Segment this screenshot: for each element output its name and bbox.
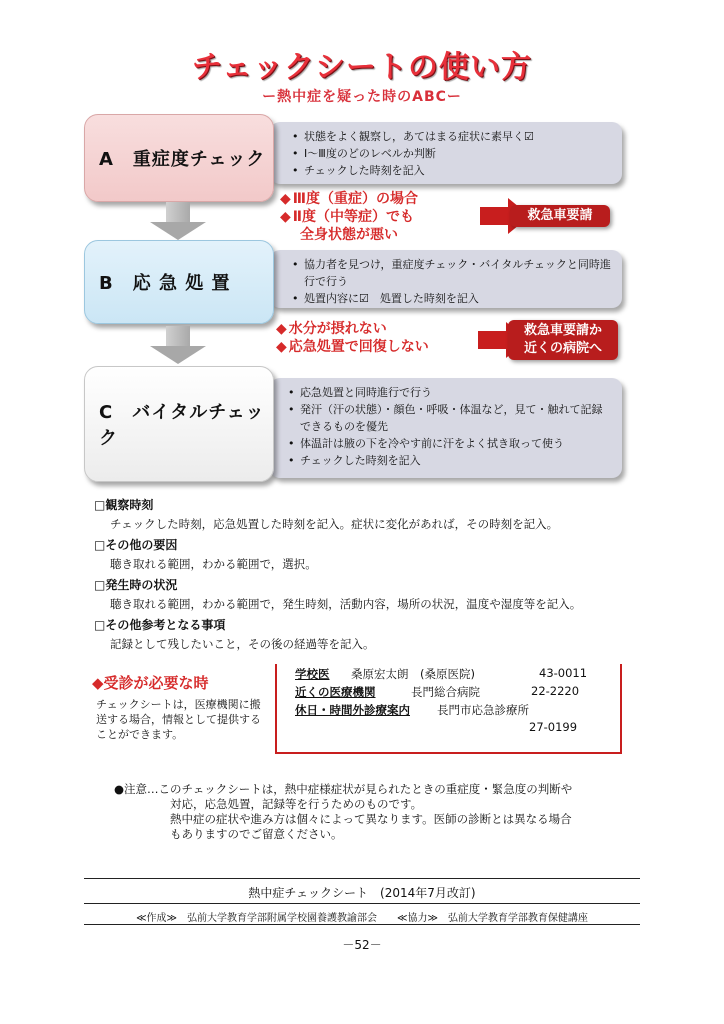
- note-text: もありますのでご留意ください。: [170, 827, 343, 841]
- diamond-icon: ◆: [280, 191, 291, 207]
- section-heading: □その他の要因: [94, 538, 178, 552]
- note-text: 対応，応急処置，記録等を行うためのものです。: [170, 797, 423, 811]
- diamond-icon: ◆: [92, 674, 104, 692]
- section-text: 記録として残したいこと，その後の経過等を記入。: [110, 637, 375, 651]
- badge-text: 救急車要請か: [523, 323, 602, 338]
- receive-heading: [92, 672, 209, 693]
- condition-text: 水分が摂れない: [288, 321, 387, 337]
- step-b-box: [84, 240, 274, 324]
- step-a-conditions: [280, 190, 418, 244]
- step-b-label: B 応 急 処 置: [99, 273, 231, 294]
- hospital-badge: [508, 320, 618, 360]
- down-arrow-icon: [150, 326, 206, 364]
- condition-text: 全身状態が悪い: [300, 227, 398, 243]
- holiday-clinic-name: 長門市応急診療所: [437, 703, 529, 717]
- nearby-clinic-phone: 22-2220: [531, 684, 580, 698]
- nearby-clinic-label: 近くの医療機関: [295, 685, 376, 699]
- list-item: • 体温計は腋の下を冷やす前に汗をよく拭き取って使う: [288, 435, 612, 452]
- list-item: • チェックした時刻を記入: [288, 452, 612, 469]
- note-lead: ●注意…: [114, 782, 159, 796]
- ambulance-badge: 救急車要請: [510, 205, 610, 227]
- holiday-clinic-phone: 27-0199: [529, 720, 578, 734]
- step-a-label: A 重症度チェック: [99, 149, 266, 170]
- step-a-box: [84, 114, 274, 202]
- list-item: • 処置内容に☑ 処置した時刻を記入: [292, 290, 612, 307]
- badge-text: 近くの病院へ: [523, 341, 602, 356]
- list-item: • Ⅰ～Ⅲ度のどのレベルか判断: [292, 145, 612, 162]
- condition-text: Ⅲ度（重症）の場合: [292, 191, 419, 207]
- footer-credit: ≪作成≫ 弘前大学教育学部附属学校園養護教諭部会 ≪協力≫ 弘前大学教育学部教育保健講座: [136, 913, 588, 924]
- condition-text: 応急処置で回復しない: [288, 339, 429, 355]
- diamond-icon: ◆: [276, 321, 287, 337]
- page-subtitle: ー熱中症を疑った時のABCー: [262, 89, 462, 105]
- step-a-details: [270, 122, 622, 184]
- receive-title-text: 受診が必要な時: [103, 674, 209, 692]
- diamond-icon: ◆: [276, 339, 287, 355]
- page-title: チェックシートの使い方: [191, 50, 533, 85]
- receive-text: チェックシートは，医療機関に搬送する場合，情報として提供することができます。: [96, 698, 261, 741]
- step-c-label: C バイタルチェック: [99, 402, 265, 449]
- footer-divider: [84, 878, 640, 879]
- list-item: • チェックした時刻を記入: [292, 162, 612, 179]
- school-doctor-name: 桑原宏太朗 (桑原医院): [351, 667, 475, 681]
- school-doctor-label: 学校医: [295, 667, 330, 681]
- note-text: このチェックシートは，熱中症様症状が見られたときの重症度・緊急度の判断や: [158, 782, 573, 796]
- holiday-clinic-label: 休日・時間外診療案内: [295, 703, 410, 717]
- list-item: • 協力者を見つけ，重症度チェック・バイタルチェックと同時進行で行う: [292, 256, 612, 290]
- caution-note: [114, 782, 644, 842]
- footer-divider: [84, 903, 640, 904]
- list-item: • 状態をよく観察し，あてはまる症状に素早く☑: [292, 128, 612, 145]
- section-heading: □その他参考となる事項: [94, 618, 226, 632]
- step-b-details: [270, 250, 622, 308]
- school-doctor-phone: 43-0011: [539, 666, 588, 680]
- note-text: 熱中症の症状や進み方は個々によって異なります。医師の診断とは異なる場合: [170, 812, 572, 826]
- list-item: • 応急処置と同時進行で行う: [288, 384, 612, 401]
- step-c-box: [84, 366, 274, 482]
- section-heading: □発生時の状況: [94, 578, 178, 592]
- section-text: 聴き取れる範囲，わかる範囲で，発生時刻，活動内容，場所の状況，温度や湿度等を記入。: [110, 597, 582, 611]
- step-b-conditions: [276, 320, 429, 356]
- step-c-details: [270, 378, 622, 478]
- footer-divider: [84, 924, 640, 925]
- nearby-clinic-name: 長門総合病院: [411, 685, 480, 699]
- footer-title: 熱中症チェックシート (2014年7月改訂): [248, 886, 476, 900]
- section-text: チェックした時刻，応急処置した時刻を記入。症状に変化があれば，その時刻を記入。: [110, 517, 559, 531]
- condition-text: Ⅱ度（中等症）でも: [292, 209, 415, 225]
- contact-panel: [275, 664, 622, 754]
- diamond-icon: ◆: [280, 209, 291, 225]
- section-heading: □観察時刻: [94, 498, 154, 512]
- down-arrow-icon: [150, 202, 206, 240]
- section-text: 聴き取れる範囲，わかる範囲で，選択。: [110, 557, 317, 571]
- list-item: • 発汗（汗の状態）・顔色・呼吸・体温など，見て・触れて記録できるものを優先: [288, 401, 612, 435]
- page-number: －52－: [342, 938, 382, 952]
